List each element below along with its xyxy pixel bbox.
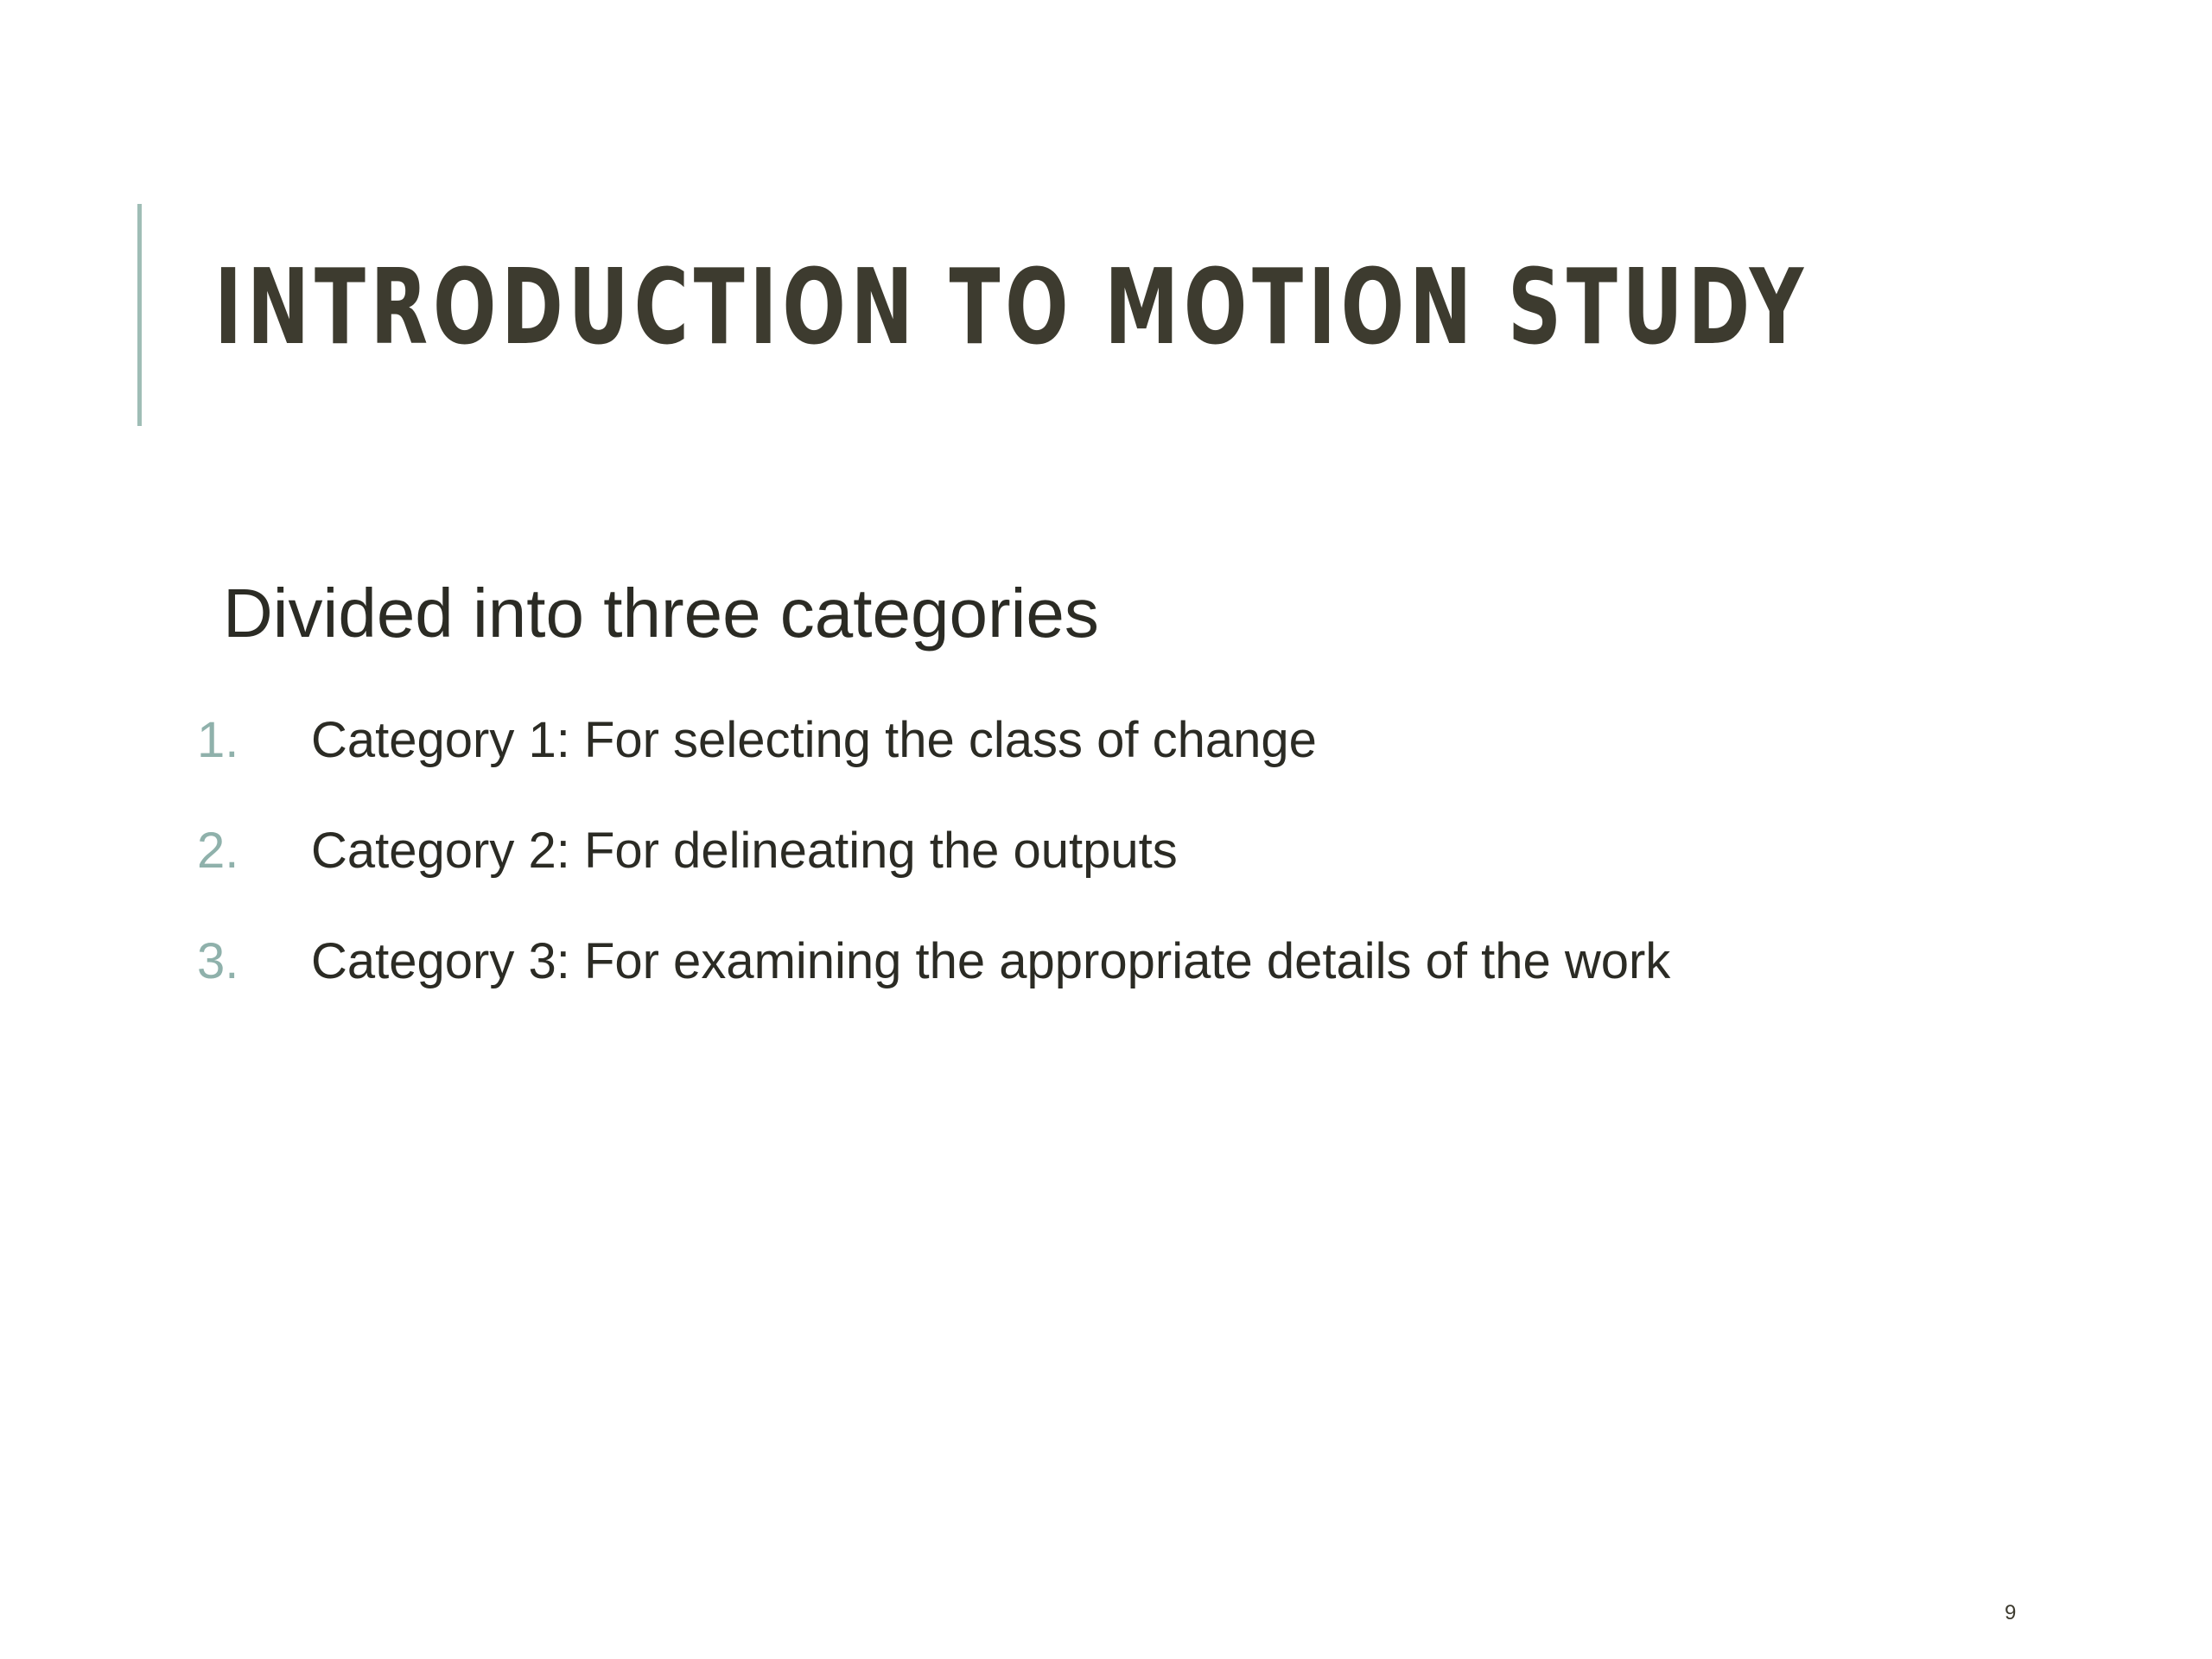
list-item: [197, 702, 1670, 812]
list-item-text: Category 2: For delineating the outputs: [311, 823, 1178, 879]
list-item-number: 1.: [197, 712, 239, 768]
list-item: [197, 812, 1670, 923]
title-accent-bar: [137, 204, 142, 426]
slide-subtitle: Divided into three categories: [223, 575, 1099, 652]
list-item-number: 2.: [197, 823, 239, 879]
slide-title: INTRODUCTION TO MOTION STUDY: [214, 248, 1808, 368]
list-item: [197, 923, 1670, 1033]
list-item-number: 3.: [197, 933, 239, 989]
list-item-text: Category 1: For selecting the class of change: [311, 712, 1317, 768]
page-number: 9: [2005, 1601, 2017, 1624]
category-list: [197, 702, 1670, 1033]
list-item-text: Category 3: For examining the appropriate details of the work: [311, 933, 1671, 989]
